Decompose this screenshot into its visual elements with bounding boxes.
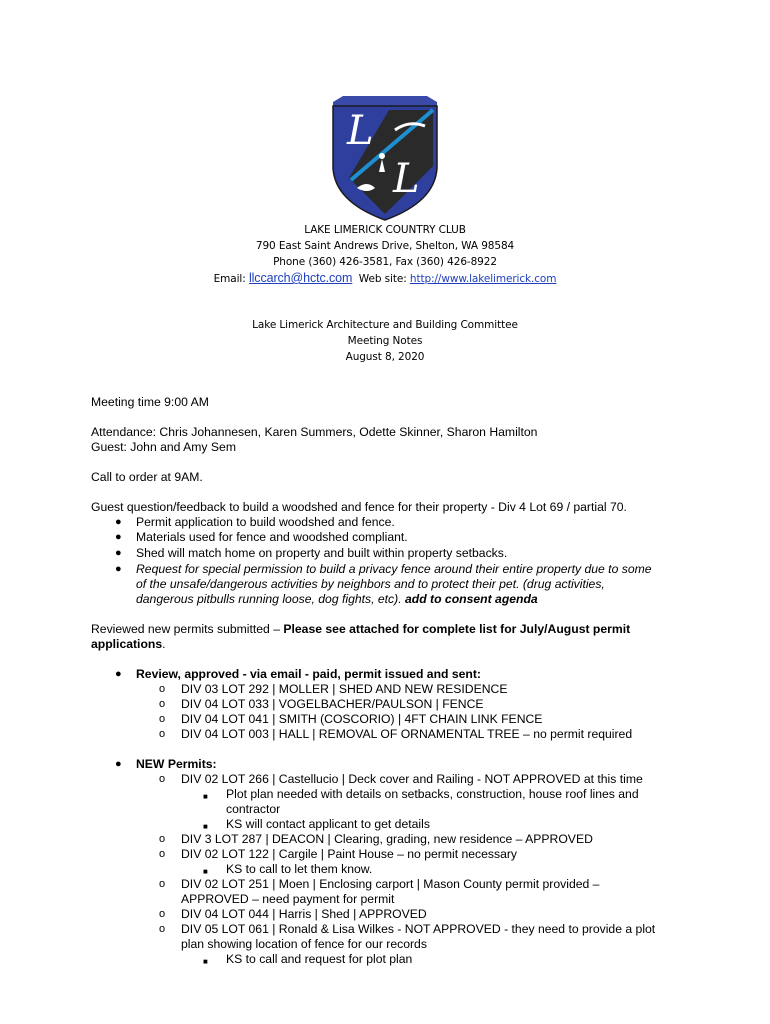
- bullet-item: Shed will match home on property and built within property setbacks.: [136, 546, 508, 560]
- review-item: DIV 04 LOT 003 | HALL | REMOVAL OF ORNAMENTAL TREE – no permit required: [181, 727, 633, 741]
- circle-marker: o: [159, 713, 166, 725]
- request-line-3: dangerous pitbulls running loose, dog fights, etc). add to consent agenda: [136, 592, 538, 606]
- club-phone: Phone (360) 426-3581, Fax (360) 426-8922: [273, 256, 497, 268]
- request-line-2: of the unsafe/dangerous activities by neighbors and to protect their pet. (drug activities,: [136, 577, 605, 591]
- club-address: 790 East Saint Andrews Drive, Shelton, WA 98584: [255, 240, 515, 252]
- bullet-marker: ●: [115, 563, 122, 575]
- email-link[interactable]: llccarch@hctc.com: [248, 271, 353, 285]
- permit-subitem-cont: contractor: [226, 802, 281, 816]
- svg-text:L: L: [393, 156, 420, 202]
- website-link[interactable]: http://www.lakelimerick.com: [409, 273, 557, 285]
- circle-marker: o: [159, 848, 166, 860]
- club-header: [0, 222, 770, 287]
- meeting-header: [0, 317, 770, 365]
- guest-question: Guest question/feedback to build a woodshed and fence for their property - Div 4 Lot 69 / partial 70.: [91, 500, 627, 514]
- bullet-marker: ●: [115, 547, 122, 559]
- committee-name: Lake Limerick Architecture and Building Committee: [252, 319, 518, 331]
- review-item: DIV 03 LOT 292 | MOLLER | SHED AND NEW RESIDENCE: [181, 682, 508, 696]
- permit-item: DIV 04 LOT 044 | Harris | Shed | APPROVED: [181, 907, 427, 921]
- meeting-date: August 8, 2020: [345, 351, 425, 363]
- permit-item: DIV 02 LOT 266 | Castellucio | Deck cover and Railing - NOT APPROVED at this time: [181, 772, 643, 786]
- permit-item: DIV 02 LOT 251 | Moen | Enclosing carport | Mason County permit provided –: [181, 877, 600, 891]
- club-logo-shield: [329, 96, 441, 222]
- guest: Guest: John and Amy Sem: [91, 440, 236, 454]
- permit-item-cont: APPROVED – need payment for permit: [181, 892, 395, 906]
- attendance: Attendance: Chris Johannesen, Karen Summers, Odette Skinner, Sharon Hamilton: [91, 425, 538, 439]
- call-to-order: Call to order at 9AM.: [91, 470, 203, 484]
- permit-item: DIV 05 LOT 061 | Ronald & Lisa Wilkes - NOT APPROVED - they need to provide a plot: [181, 922, 656, 936]
- bullet-marker: ●: [115, 516, 122, 528]
- permit-item: DIV 02 LOT 122 | Cargile | Paint House – no permit necessary: [181, 847, 518, 861]
- meeting-title: Meeting Notes: [347, 335, 423, 347]
- circle-marker: o: [159, 773, 166, 785]
- permit-item-cont: plan showing location of fence for our records: [181, 937, 427, 951]
- consent-agenda-note: add to consent agenda: [404, 592, 538, 606]
- meeting-time: Meeting time 9:00 AM: [91, 395, 209, 409]
- email-label: Email:: [213, 273, 246, 285]
- permit-subitem: KS will contact applicant to get details: [226, 817, 430, 831]
- reviewed-line-2: applications.: [91, 637, 166, 651]
- bullet-marker: ●: [115, 531, 122, 543]
- permit-item: DIV 3 LOT 287 | DEACON | Clearing, grading, new residence – APPROVED: [181, 832, 593, 846]
- club-name: LAKE LIMERICK COUNTRY CLUB: [304, 224, 466, 236]
- square-marker: ■: [203, 822, 208, 831]
- permit-subitem: KS to call and request for plot plan: [226, 952, 413, 966]
- bullet-marker: ●: [115, 668, 122, 680]
- square-marker: ■: [203, 792, 208, 801]
- circle-marker: o: [159, 833, 166, 845]
- permit-subitem: Plot plan needed with details on setbacks, construction, house roof lines and: [226, 787, 639, 801]
- new-permits-heading: NEW Permits:: [136, 757, 217, 771]
- reviewed-line-1: Reviewed new permits submitted – Please see attached for complete list for July/August permit: [91, 622, 631, 636]
- circle-marker: o: [159, 698, 166, 710]
- club-contact-line: [0, 270, 770, 287]
- bullet-marker: ●: [115, 758, 122, 770]
- square-marker: ■: [203, 957, 208, 966]
- web-label: Web site:: [358, 273, 407, 285]
- bullet-item: Permit application to build woodshed and fence.: [136, 515, 395, 529]
- circle-marker: o: [159, 908, 166, 920]
- review-heading: Review, approved - via email - paid, permit issued and sent:: [136, 667, 481, 681]
- bullet-item: Materials used for fence and woodshed compliant.: [136, 530, 408, 544]
- permit-subitem: KS to call to let them know.: [226, 862, 373, 876]
- circle-marker: o: [159, 683, 166, 695]
- review-item: DIV 04 LOT 041 | SMITH (COSCORIO) | 4FT CHAIN LINK FENCE: [181, 712, 543, 726]
- svg-text:L: L: [347, 108, 374, 154]
- review-item: DIV 04 LOT 033 | VOGELBACHER/PAULSON | FENCE: [181, 697, 484, 711]
- square-marker: ■: [203, 867, 208, 876]
- circle-marker: o: [159, 728, 166, 740]
- request-line-1: Request for special permission to build a privacy fence around their entire property due to some: [136, 562, 652, 576]
- circle-marker: o: [159, 878, 166, 890]
- circle-marker: o: [159, 923, 166, 935]
